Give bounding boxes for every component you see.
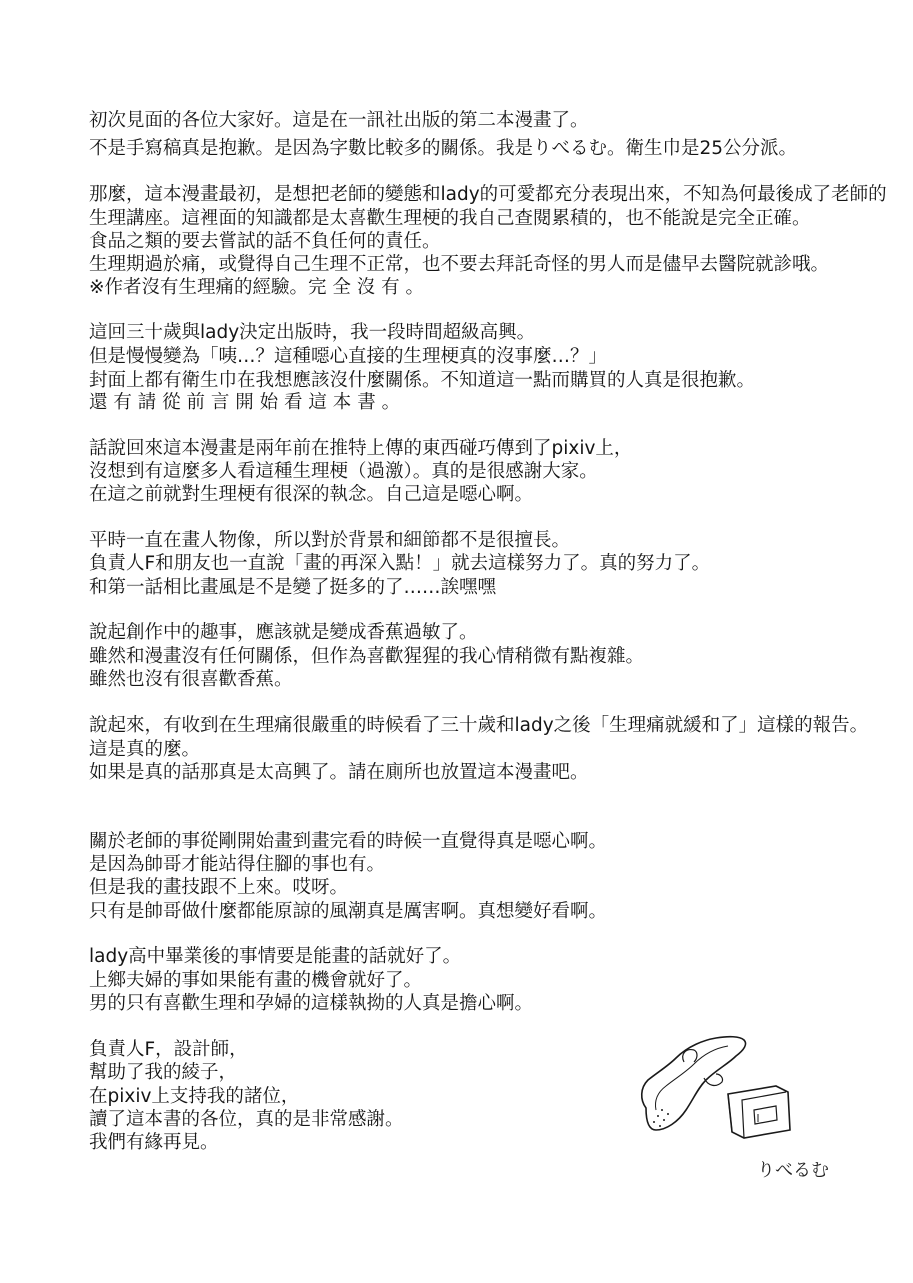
text-line: 和第一話相比畫風是不是變了挺多的了……誒嘿嘿 [89, 577, 497, 598]
text-line: 還 有 請 從 前 言 開 始 看 這 本 書 。 [89, 392, 401, 413]
author-signature: りべるむ [757, 1160, 829, 1181]
text-line: 如果是真的話那真是太高興了。請在廁所也放置這本漫畫吧。 [89, 762, 589, 783]
text-line: 沒想到有這麼多人看這種生理梗（過激）。真的是很感謝大家。 [89, 461, 598, 482]
text-line: 生理期過於痛，或覺得自己生理不正常，也不要去拜託奇怪的男人而是儘早去醫院就診哦。 [89, 254, 830, 275]
text-line: 上鄉夫婦的事如果能有畫的機會就好了。 [89, 970, 423, 991]
text-line: 雖然也沒有很喜歡香蕉。 [89, 669, 293, 690]
text-line: 食品之類的要去嘗試的話不負任何的責任。 [89, 231, 441, 252]
text-line: 不是手寫稿真是抱歉。是因為字數比較多的關係。我是りべるむ。衛生巾是25公分派。 [89, 138, 798, 159]
text-line: 封面上都有衛生巾在我想應該沒什麼關係。不知道這一點而購買的人真是很抱歉。 [89, 370, 756, 391]
text-line: 負責人F和朋友也一直說「畫的再深入點！」就去這樣努力了。真的努力了。 [89, 553, 711, 574]
text-line: 初次見面的各位大家好。這是在一訊社出版的第二本漫畫了。 [89, 110, 589, 131]
text-line: 在pixiv上支持我的諸位， [89, 1086, 300, 1107]
text-line: 說起來，有收到在生理痛很嚴重的時候看了三十歲和lady之後「生理痛就緩和了」這樣的報告。 [89, 715, 869, 736]
text-line: 但是慢慢變為「咦…？這種噁心直接的生理梗真的沒事麼…？」 [89, 346, 608, 367]
text-line: 讀了這本書的各位，真的是非常感謝。 [89, 1109, 404, 1130]
text-line: 在這之前就對生理梗有很深的執念。自己這是噁心啊。 [89, 484, 534, 505]
text-line: 這是真的麼。 [89, 739, 201, 760]
text-line: 那麼，這本漫畫最初，是想把老師的變態和lady的可愛都充分表現出來，不知為何最後成了老師的 [89, 184, 887, 205]
text-line: 雖然和漫畫沒有任何關係，但作為喜歡猩猩的我心情稍微有點複雜。 [89, 646, 645, 667]
text-line: ※作者沒有生理痛的經驗。完 全 沒 有 。 [89, 277, 425, 298]
text-line: 關於老師的事從剛開始畫到畫完看的時候一直覺得真是噁心啊。 [89, 831, 608, 852]
text-line: 這回三十歲與lady決定出版時，我一段時間超級高興。 [89, 322, 536, 343]
text-line: 平時一直在畫人物像，所以對於背景和細節都不是很擅長。 [89, 530, 571, 551]
sanitary-pad-sketch-icon [636, 1030, 811, 1150]
text-line: 負責人F，設計師， [89, 1039, 248, 1060]
text-line: 我們有緣再見。 [89, 1132, 219, 1153]
text-line: 但是我的畫技跟不上來。哎呀。 [89, 877, 349, 898]
text-line: 話說回來這本漫畫是兩年前在推特上傳的東西碰巧傳到了pixiv上， [89, 438, 633, 459]
text-line: 說起創作中的趣事，應該就是變成香蕉過敏了。 [89, 622, 478, 643]
text-line: 幫助了我的綾子， [89, 1062, 238, 1083]
text-line: 生理講座。這裡面的知識都是太喜歡生理梗的我自己查閱累積的，也不能說是完全正確。 [89, 208, 811, 229]
text-line: 男的只有喜歡生理和孕婦的這樣執拗的人真是擔心啊。 [89, 993, 534, 1014]
text-line: lady高中畢業後的事情要是能畫的話就好了。 [89, 946, 462, 967]
text-line: 只有是帥哥做什麼都能原諒的風潮真是厲害啊。真想變好看啊。 [89, 901, 608, 922]
text-line: 是因為帥哥才能站得住腳的事也有。 [89, 854, 386, 875]
